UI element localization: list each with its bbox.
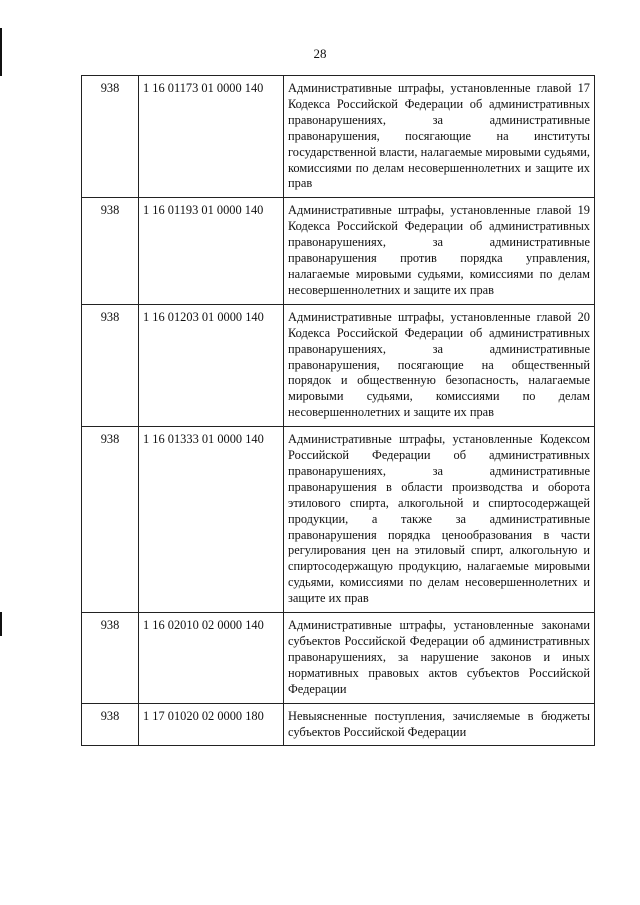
kbk-code-cell: 1 16 01203 01 0000 140 [139, 304, 284, 426]
page-number: 28 [313, 46, 327, 61]
admin-code-cell: 938 [82, 703, 139, 746]
table-row [82, 427, 595, 613]
revenue-name-cell: Административные штрафы, установленные законами субъектов Российской Федерации об административных правонарушениях, за нарушение законов и иных нормативных правовых актов субъектов Российской Федерации [284, 613, 595, 704]
revenue-name-cell: Административные штрафы, установленные главой 20 Кодекса Российской Федерации об административных правонарушениях, за административные правонарушения, посягающие на общественный порядок и общественную безопасность, налагаемые мировыми судьями, комиссиями по делам несовершеннолетних и защите их прав [284, 304, 595, 426]
admin-code-cell: 938 [82, 304, 139, 426]
table-row [82, 613, 595, 704]
kbk-code-cell: 1 16 02010 02 0000 140 [139, 613, 284, 704]
admin-code-cell: 938 [82, 198, 139, 304]
kbk-code-cell: 1 16 01333 01 0000 140 [139, 427, 284, 613]
revenue-name-cell: Невыясненные поступления, зачисляемые в бюджеты субъектов Российской Федерации [284, 703, 595, 746]
kbk-code-cell: 1 16 01173 01 0000 140 [139, 76, 284, 198]
revenue-name-cell: Административные штрафы, установленные главой 17 Кодекса Российской Федерации об административных правонарушениях, за административные правонарушения, посягающие на институты государственной власти, налагаемые мировыми судьями, комиссиями по делам несовершеннолетних и защите их прав [284, 76, 595, 198]
table-row [82, 304, 595, 426]
revenue-codes-table [81, 75, 595, 746]
table-row [82, 198, 595, 304]
admin-code-cell: 938 [82, 427, 139, 613]
kbk-code-cell: 1 16 01193 01 0000 140 [139, 198, 284, 304]
scan-edge-mark [0, 612, 2, 636]
revenue-name-cell: Административные штрафы, установленные главой 19 Кодекса Российской Федерации об административных правонарушениях, за административные правонарушения против порядка управления, налагаемые мировыми судьями, комиссиями по делам несовершеннолетних и защите их прав [284, 198, 595, 304]
scan-edge-mark [0, 28, 2, 76]
kbk-code-cell: 1 17 01020 02 0000 180 [139, 703, 284, 746]
admin-code-cell: 938 [82, 613, 139, 704]
table-row [82, 703, 595, 746]
revenue-name-cell: Административные штрафы, установленные Кодексом Российской Федерации об административных правонарушениях, за административные правонарушения в области производства и оборота этилового спирта, алкогольной и спиртосодержащей продукции, а также за административные правонарушения порядка ценообразования в части регулирования цен на этиловый спирт, алкогольную и спиртосодержащую продукцию, налагаемые мировыми судьями, комиссиями по делам несовершеннолетних и защите их прав [284, 427, 595, 613]
table-row [82, 76, 595, 198]
admin-code-cell: 938 [82, 76, 139, 198]
